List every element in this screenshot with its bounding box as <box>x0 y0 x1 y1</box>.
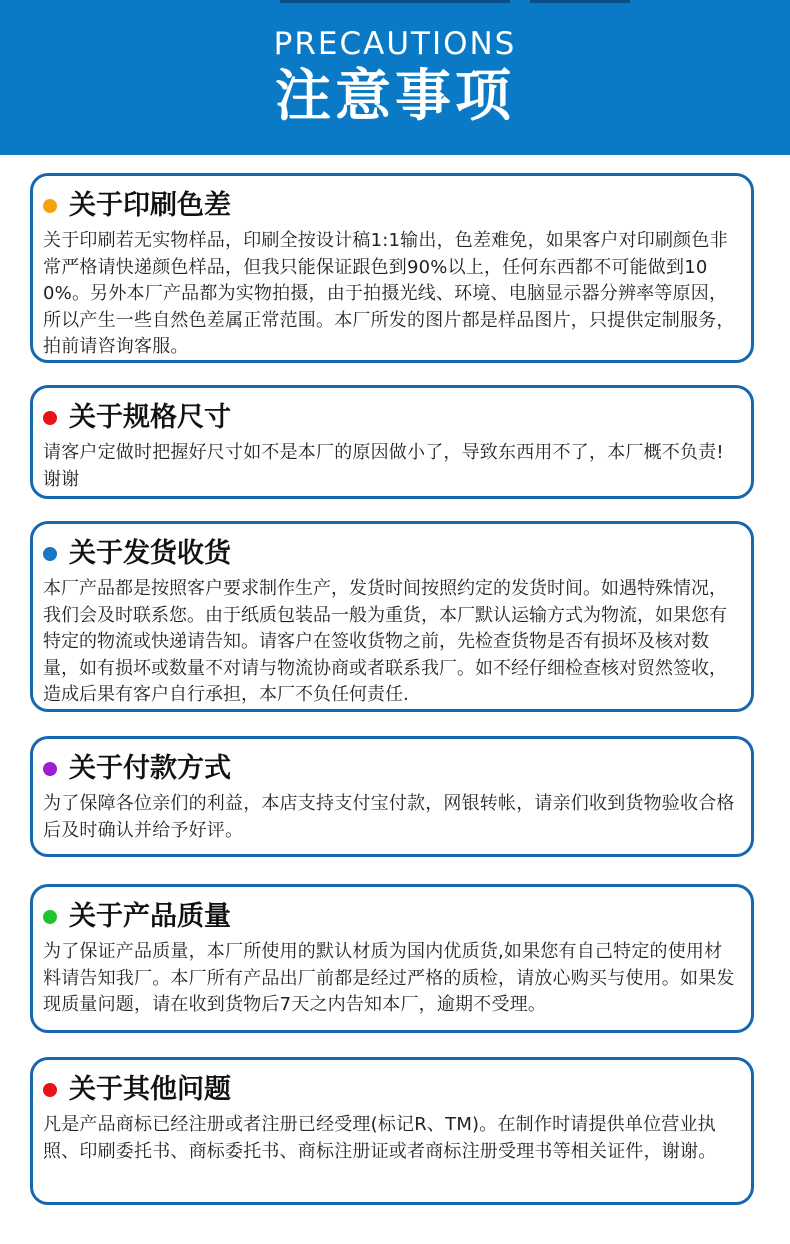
section-heading <box>43 400 737 436</box>
section-body: 关于印刷若无实物样品，印刷全按设计稿1:1输出，色差难免，如果客户对印刷颜色非常严格请快递颜色样品，但我只能保证跟色到90%以上，任何东西都不可能做到100%。另外本厂产品都为实物拍摄，由于拍摄光线、环境、电脑显示器分辨率等原因，所以产生一些自然色差属正常范围。本厂所发的图片都是样品图片，只提供定制服务，拍前请咨询客服。 <box>43 230 735 357</box>
header-title-english: PRECAUTIONS <box>273 26 517 62</box>
bullet-dot-icon <box>43 910 57 924</box>
section-body: 为了保证产品质量，本厂所使用的默认材质为国内优质货,如果您有自己特定的使用材料请告知我厂。本厂所有产品出厂前都是经过严格的质检，请放心购买与使用。如果发现质量问题，请在收到货物后7天之内告知本厂，逾期不受理。 <box>43 941 735 1015</box>
section-size-spec <box>30 385 754 499</box>
header-banner <box>0 0 790 155</box>
section-title: 关于产品质量 <box>69 901 231 932</box>
section-title: 关于规格尺寸 <box>69 402 231 433</box>
section-title: 关于付款方式 <box>69 753 231 784</box>
section-shipping <box>30 521 754 712</box>
section-heading <box>43 899 737 935</box>
section-body: 为了保障各位亲们的利益，本店支持支付宝付款，网银转帐，请亲们收到货物验收合格后及时确认并给予好评。 <box>43 793 735 841</box>
section-title: 关于其他问题 <box>69 1074 231 1105</box>
bullet-dot-icon <box>43 411 57 425</box>
header-decoration <box>530 0 630 3</box>
bullet-dot-icon <box>43 1083 57 1097</box>
section-printing-color <box>30 173 754 363</box>
header-title-chinese: 注意事项 <box>275 64 515 129</box>
section-body: 请客户定做时把握好尺寸如不是本厂的原因做小了，导致东西用不了，本厂概不负责!谢谢 <box>43 442 724 490</box>
section-heading <box>43 188 737 224</box>
section-title: 关于印刷色差 <box>69 190 231 221</box>
section-heading <box>43 751 737 787</box>
bullet-dot-icon <box>43 762 57 776</box>
section-body: 本厂产品都是按照客户要求制作生产，发货时间按照约定的发货时间。如遇特殊情况，我们会及时联系您。由于纸质包装品一般为重货，本厂默认运输方式为物流，如果您有特定的物流或快递请告知。请客户在签收货物之前，先检查货物是否有损坏及核对数量，如有损坏或数量不对请与物流协商或者联系我厂。如不经仔细检查核对贸然签收，造成后果有客户自行承担，本厂不负任何责任. <box>43 578 727 705</box>
section-heading <box>43 536 737 572</box>
section-other <box>30 1057 754 1205</box>
bullet-dot-icon <box>43 199 57 213</box>
section-quality <box>30 884 754 1033</box>
header-decoration <box>280 0 510 3</box>
bullet-dot-icon <box>43 547 57 561</box>
section-payment <box>30 736 754 857</box>
section-body: 凡是产品商标已经注册或者注册已经受理(标记R、TM)。在制作时请提供单位营业执照、印刷委托书、商标委托书、商标注册证或者商标注册受理书等相关证件，谢谢。 <box>43 1114 717 1162</box>
section-heading <box>43 1072 737 1108</box>
section-title: 关于发货收货 <box>69 538 231 569</box>
